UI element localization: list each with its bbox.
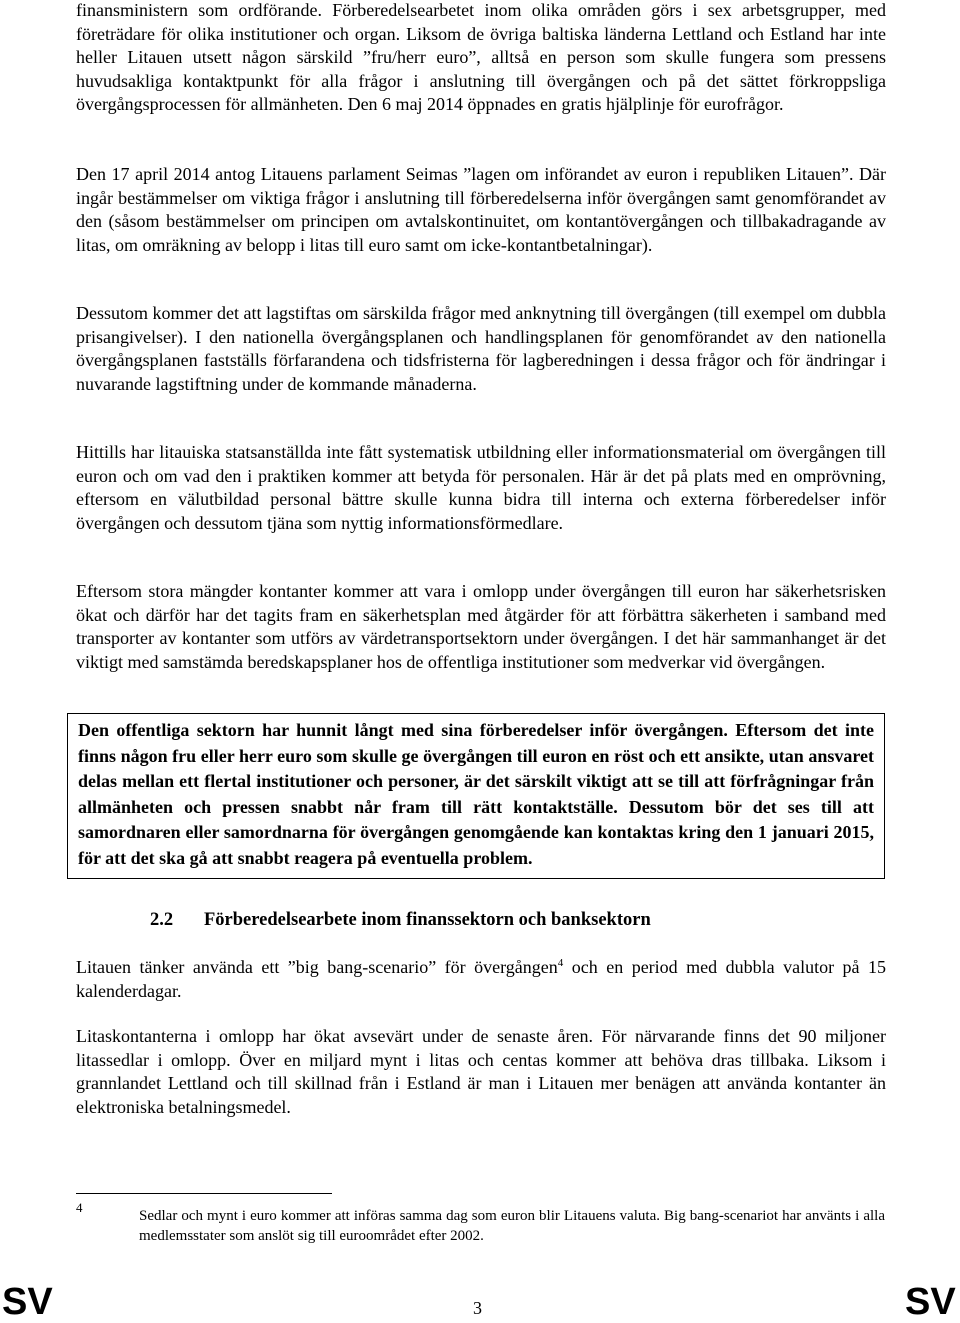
paragraph-1: finansministern som ordförande. Förberedelsearbetet inom olika områden görs i sex arbetsgrupper, med företrädare för olika institutioner och organ. Liksom de övriga baltiska länderna Lettland och Estland har inte heller Litauen utsett någon särskild ”fru/herr euro”, alltså en person som skulle fungera som pressens huvudsakliga kontaktpunkt för alla frågor i anslutning till övergången och på det sättet förkroppsliga övergångsprocessen för allmänheten. Den 6 maj 2014 öppnades en gratis hjälplinje för eurofrågor.: [76, 0, 886, 114]
section-paragraph-1: [76, 956, 886, 1003]
paragraph-4: Hittills har litauiska statsanställda inte fått systematisk utbildning eller informationsmaterial om övergången till euron och om vad den i praktiken kommer att betyda för personalen. Här är det på plats med en omprövning, eftersom en välutbildad personal bättre skulle kunna bidra till interna och externa förberedelser inför övergången och dessutom tjäna som nyttig informationsförmedlare.: [76, 442, 886, 533]
summary-box: Den offentliga sektorn har hunnit långt med sina förberedelser inför övergången. Eftersom det inte finns någon fru eller herr euro som skulle ge övergången till euron en röst och ett ansikte, utan ansvaret delas mellan ett flertal institutioner och personer, är det särskilt viktigt att se till att förfrågningar från allmänheten och pressen snabbt når fram till rätt kontaktställe. Dessutom bör det ses till att samordnaren eller samordnarna för övergången genomgående kan kontaktas kring den 1 januari 2015, för att det ska gå att snabbt reagera på eventuella problem.: [67, 713, 885, 879]
paragraph-2: Den 17 april 2014 antog Litauens parlament Seimas ”lagen om införandet av euron i republiken Litauen”. Där ingår bestämmelser om viktiga frågor i anslutning till förberedelserna inför övergången samt genomförandet av den (såsom bestämmelser om principen om avtalskontinuitet, om kontantövergången och tillbakadragande av litas, om omräkning av belopp i litas till euro samt om icke-kontantbetalningar).: [76, 164, 886, 255]
section-paragraph-2: Litaskontanterna i omlopp har ökat avsevärt under de senaste åren. För närvarande finns det 90 miljoner litassedlar i omlopp. Över en miljard mynt i litas och centas kommer att behöva dras tillbaka. Liksom i grannlandet Lettland och till skillnad från i Estland är man i Litauen mer benägen att använda kontanter än elektroniska betalningsmedel.: [76, 1026, 886, 1117]
section-heading: [150, 910, 651, 931]
language-code-left: SV: [2, 1281, 53, 1323]
paragraph-5: Eftersom stora mängder kontanter kommer att vara i omlopp under övergången till euron har säkerhetsrisken ökat och därför har det tagits fram en säkerhetsplan med åtgärder för att förbättra säkerheten i samband med transporter av kontanter som utförs av värdetransportsektorn under övergången. I det här sammanhanget är det viktigt med samstämda beredskapsplaner hos de offentliga institutioner som medverkar vid övergången.: [76, 581, 886, 672]
section-paragraph-1-after: och en period med dubbla valutor på 15 kalenderdagar.: [76, 957, 887, 1001]
section-title: Förberedelsearbete inom finanssektorn och banksektorn: [204, 910, 651, 930]
footnote-reference[interactable]: 4: [557, 957, 564, 969]
footnote-divider: [76, 1193, 332, 1194]
section-paragraph-1-before: Litauen tänker använda ett ”big bang-scenario” för övergången: [76, 957, 558, 977]
page-number: 3: [473, 1298, 482, 1318]
section-number: 2.2: [150, 910, 174, 930]
footnote-text: Sedlar och mynt i euro kommer att införas samma dag som euron blir Litauens valuta. Big bang-scenariot har använts i alla medlemsstater som anslöt sig till euroområdet efter 2002.: [139, 1208, 885, 1244]
footnote-number: 4: [76, 1200, 83, 1215]
paragraph-3: Dessutom kommer det att lagstiftas om särskilda frågor med anknytning till övergången (till exempel om dubbla prisangivelser). I den nationella övergångsplanen och handlingsplanen för genomförandet av den nationella övergångsplanen fastställs förfarandena och tidsfristerna för lagberedningen i dessa frågor och för ändringar i nuvarande lagstiftning under de kommande månaderna.: [76, 303, 886, 394]
language-code-right: SV: [905, 1281, 956, 1323]
